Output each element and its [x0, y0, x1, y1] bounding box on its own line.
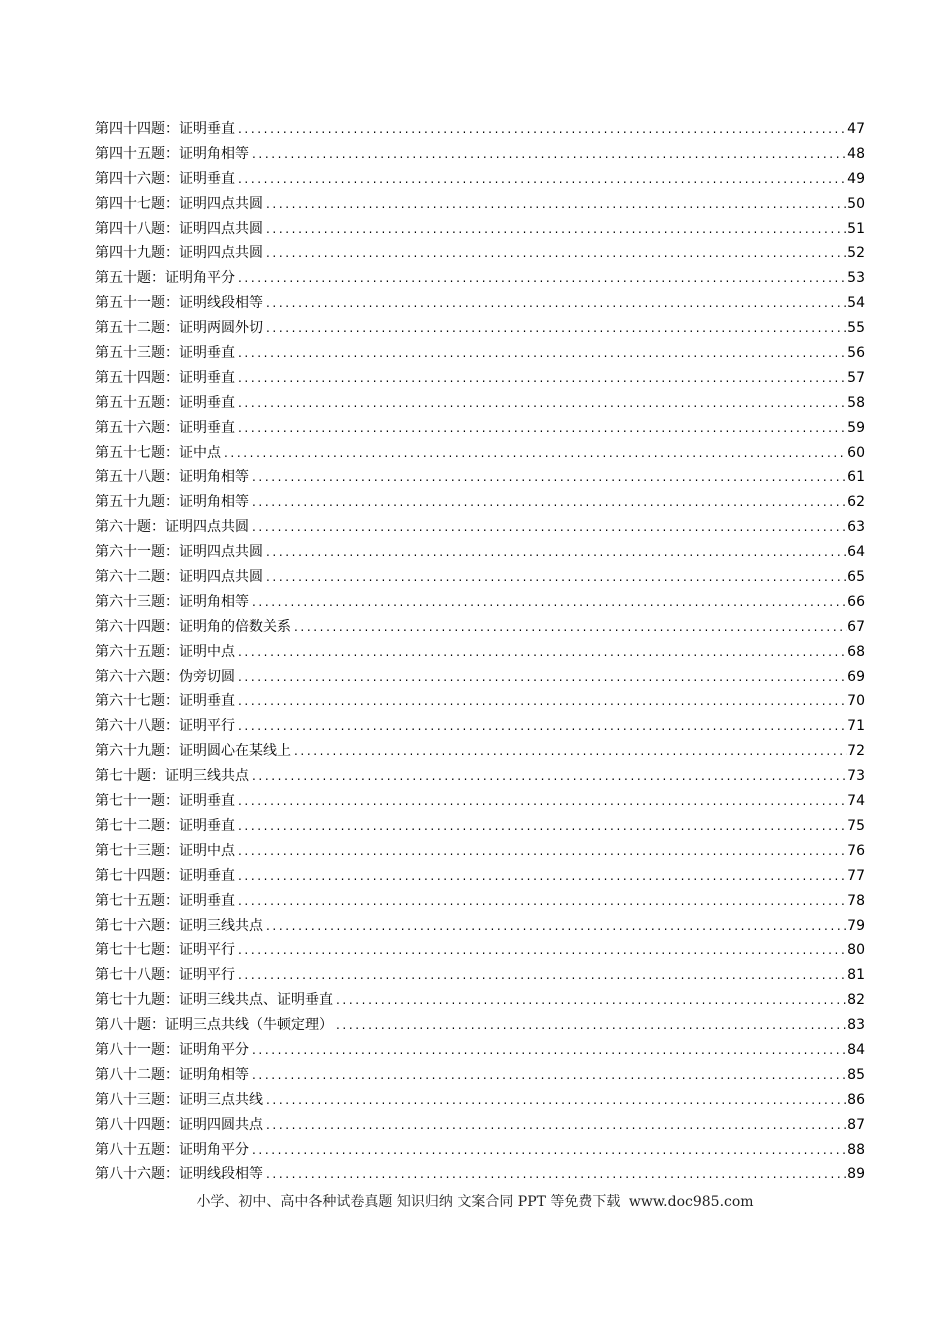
toc-entry-separator: ：: [165, 668, 179, 685]
toc-leader-dots: [291, 615, 847, 640]
toc-entry-number: 第八十六题: [95, 1166, 165, 1183]
toc-entry-number: 第六十六题: [95, 668, 165, 685]
toc-entry-page-number: 74: [847, 793, 865, 810]
toc-entry[interactable]: [95, 1063, 865, 1088]
toc-entry-number: 第六十七题: [95, 693, 165, 710]
toc-entry-title: 证明垂直: [179, 793, 235, 810]
toc-entry-page-number: 50: [847, 195, 865, 212]
toc-entry-title: 证明四圆共点: [179, 1116, 263, 1133]
toc-entry[interactable]: [95, 1138, 865, 1163]
toc-entry-title: 证明垂直: [179, 867, 235, 884]
toc-entry-title: 证明平行: [179, 967, 235, 984]
toc-entry-page-number: 80: [847, 942, 865, 959]
toc-entry-separator: ：: [165, 867, 179, 884]
toc-entry-title: 证明圆心在某线上: [179, 743, 291, 760]
toc-leader-dots: [263, 217, 847, 242]
toc-leader-dots: [263, 1088, 847, 1113]
toc-entry-separator: ：: [165, 1141, 179, 1158]
toc-entry-title: 证明角相等: [179, 1066, 249, 1083]
toc-entry[interactable]: [95, 739, 865, 764]
toc-entry-page-number: 85: [847, 1066, 865, 1083]
toc-entry-separator: ：: [165, 1116, 179, 1133]
toc-entry-separator: ：: [165, 892, 179, 909]
toc-leader-dots: [263, 540, 847, 565]
toc-leader-dots: [263, 914, 847, 939]
toc-leader-dots: [263, 1113, 847, 1138]
toc-entry[interactable]: [95, 266, 865, 291]
toc-entry[interactable]: [95, 590, 865, 615]
toc-entry-separator: ：: [165, 842, 179, 859]
toc-entry-number: 第六十一题: [95, 544, 165, 561]
toc-entry-title: 证明角相等: [179, 593, 249, 610]
toc-entry[interactable]: [95, 789, 865, 814]
toc-entry-number: 第六十四题: [95, 618, 165, 635]
toc-entry-title: 证明四点共圆: [179, 245, 263, 262]
toc-leader-dots: [235, 889, 847, 914]
toc-entry-separator: ：: [165, 121, 179, 137]
toc-leader-dots: [249, 515, 847, 540]
toc-entry-separator: ：: [165, 1041, 179, 1058]
toc-entry-separator: ：: [165, 444, 179, 461]
toc-leader-dots: [235, 665, 847, 690]
toc-entry-number: 第五十二题: [95, 320, 165, 337]
toc-entry[interactable]: [95, 615, 865, 640]
toc-entry-page-number: 60: [847, 444, 865, 461]
toc-entry-separator: ：: [165, 593, 179, 610]
toc-entry-title: 证明三线共点: [165, 768, 249, 785]
toc-leader-dots: [249, 1038, 847, 1063]
toc-entry-number: 第八十五题: [95, 1141, 165, 1158]
toc-entry[interactable]: [95, 914, 865, 939]
toc-entry-separator: ：: [165, 1066, 179, 1083]
toc-entry[interactable]: [95, 117, 865, 142]
page-footer: [0, 1191, 950, 1211]
toc-entry-title: 证明垂直: [179, 345, 235, 362]
toc-entry-number: 第八十一题: [95, 1041, 165, 1058]
toc-entry[interactable]: [95, 515, 865, 540]
toc-entry-page-number: 64: [847, 544, 865, 561]
toc-entry-number: 第七十五题: [95, 892, 165, 909]
toc-entry-title: 证明垂直: [179, 817, 235, 834]
toc-entry-separator: ：: [165, 817, 179, 834]
toc-entry-separator: ：: [165, 394, 179, 411]
toc-entry-title: 证明中点: [179, 842, 235, 859]
toc-entry[interactable]: [95, 963, 865, 988]
toc-leader-dots: [235, 391, 847, 416]
toc-leader-dots: [249, 465, 847, 490]
toc-leader-dots: [263, 1162, 847, 1187]
toc-entry-separator: ：: [165, 793, 179, 810]
toc-entry[interactable]: [95, 1038, 865, 1063]
table-of-contents: [95, 117, 865, 1187]
toc-entry-separator: ：: [165, 1166, 179, 1183]
toc-entry[interactable]: [95, 416, 865, 441]
toc-entry[interactable]: [95, 192, 865, 217]
toc-entry-separator: ：: [151, 768, 165, 785]
toc-entry-page-number: 89: [847, 1166, 865, 1183]
toc-entry[interactable]: [95, 241, 865, 266]
toc-entry-page-number: 73: [847, 768, 865, 785]
toc-entry-title: 证明角平分: [179, 1041, 249, 1058]
toc-entry-number: 第六十题: [95, 519, 151, 536]
toc-entry-number: 第四十四题: [95, 121, 165, 137]
toc-entry-page-number: 76: [847, 842, 865, 859]
toc-entry[interactable]: [95, 341, 865, 366]
toc-entry-page-number: 75: [847, 817, 865, 834]
toc-entry-number: 第八十二题: [95, 1066, 165, 1083]
toc-leader-dots: [333, 1013, 847, 1038]
toc-entry-number: 第四十九题: [95, 245, 165, 262]
toc-leader-dots: [249, 142, 847, 167]
toc-entry-number: 第七十二题: [95, 817, 165, 834]
toc-entry-page-number: 84: [847, 1041, 865, 1058]
toc-entry-number: 第五十五题: [95, 394, 165, 411]
toc-leader-dots: [249, 1063, 847, 1088]
toc-leader-dots: [235, 864, 847, 889]
toc-leader-dots: [263, 192, 847, 217]
toc-leader-dots: [235, 938, 847, 963]
toc-entry-separator: ：: [165, 743, 179, 760]
toc-entry-page-number: 63: [847, 519, 865, 536]
toc-entry-number: 第六十九题: [95, 743, 165, 760]
toc-entry[interactable]: [95, 814, 865, 839]
toc-entry-page-number: 86: [847, 1091, 865, 1108]
toc-entry-page-number: 68: [847, 643, 865, 660]
toc-leader-dots: [235, 366, 847, 391]
toc-entry[interactable]: [95, 291, 865, 316]
toc-leader-dots: [291, 739, 847, 764]
toc-entry-page-number: 67: [847, 618, 865, 635]
footer-text: 小学、初中、高中各种试卷真题 知识归纳 文案合同 PPT 等免费下载: [196, 1194, 621, 1210]
toc-entry-number: 第六十二题: [95, 569, 165, 586]
toc-entry-separator: ：: [165, 345, 179, 362]
toc-entry[interactable]: [95, 142, 865, 167]
toc-entry-title: 证明四点共圆: [179, 544, 263, 561]
toc-entry-separator: ：: [165, 643, 179, 660]
toc-entry-page-number: 47: [847, 121, 865, 137]
toc-entry-title: 证明角相等: [179, 469, 249, 486]
toc-entry-separator: ：: [165, 693, 179, 710]
toc-entry-number: 第六十三题: [95, 593, 165, 610]
toc-entry-separator: ：: [165, 917, 179, 934]
toc-entry-title: 证明平行: [179, 718, 235, 735]
toc-leader-dots: [263, 241, 847, 266]
toc-entry-title: 证明垂直: [179, 419, 235, 436]
toc-entry-page-number: 66: [847, 593, 865, 610]
toc-entry-title: 证明四点共圆: [179, 569, 263, 586]
toc-entry-page-number: 72: [847, 743, 865, 760]
toc-entry[interactable]: [95, 714, 865, 739]
toc-entry-number: 第八十三题: [95, 1091, 165, 1108]
toc-entry-number: 第五十六题: [95, 419, 165, 436]
toc-entry-separator: ：: [165, 544, 179, 561]
toc-leader-dots: [263, 316, 847, 341]
toc-entry-page-number: 81: [847, 967, 865, 984]
toc-entry-number: 第八十四题: [95, 1116, 165, 1133]
toc-entry-page-number: 52: [847, 245, 865, 262]
toc-entry-separator: ：: [165, 942, 179, 959]
toc-entry-title: 证明三线共点: [179, 917, 263, 934]
toc-entry-page-number: 70: [847, 693, 865, 710]
toc-entry-page-number: 48: [847, 145, 865, 162]
toc-entry-separator: ：: [165, 220, 179, 237]
toc-entry[interactable]: [95, 665, 865, 690]
toc-entry-number: 第七十七题: [95, 942, 165, 959]
toc-leader-dots: [263, 291, 847, 316]
toc-entry-number: 第四十七题: [95, 195, 165, 212]
toc-entry-title: 证明两圆外切: [179, 320, 263, 337]
toc-entry-page-number: 88: [847, 1141, 865, 1158]
toc-entry-page-number: 57: [847, 369, 865, 386]
toc-entry-page-number: 87: [847, 1116, 865, 1133]
toc-entry[interactable]: [95, 441, 865, 466]
toc-entry-title: 证中点: [179, 444, 221, 461]
toc-entry-title: 证明角平分: [179, 1141, 249, 1158]
toc-entry-number: 第七十九题: [95, 992, 165, 1009]
toc-entry[interactable]: [95, 689, 865, 714]
toc-entry-page-number: 54: [847, 295, 865, 312]
toc-entry-page-number: 59: [847, 419, 865, 436]
toc-entry-page-number: 82: [847, 992, 865, 1009]
toc-entry-separator: ：: [165, 369, 179, 386]
toc-entry-title: 伪旁切圆: [179, 668, 235, 685]
toc-entry-title: 证明垂直: [179, 121, 235, 137]
toc-entry-title: 证明线段相等: [179, 1166, 263, 1183]
toc-entry[interactable]: [95, 366, 865, 391]
toc-entry-title: 证明三点共线（牛顿定理）: [165, 1017, 333, 1034]
toc-leader-dots: [235, 814, 847, 839]
toc-entry-title: 证明三点共线: [179, 1091, 263, 1108]
toc-entry-page-number: 69: [847, 668, 865, 685]
toc-entry[interactable]: [95, 640, 865, 665]
toc-entry-title: 证明角平分: [165, 270, 235, 287]
toc-entry-number: 第五十三题: [95, 345, 165, 362]
toc-entry-number: 第五十四题: [95, 369, 165, 386]
toc-entry-title: 证明三线共点、证明垂直: [179, 992, 333, 1009]
toc-entry[interactable]: [95, 839, 865, 864]
toc-entry-separator: ：: [151, 519, 165, 536]
toc-entry[interactable]: [95, 889, 865, 914]
toc-entry[interactable]: [95, 1088, 865, 1113]
toc-leader-dots: [235, 839, 847, 864]
toc-entry-title: 证明角相等: [179, 145, 249, 162]
toc-entry-page-number: 55: [847, 320, 865, 337]
toc-leader-dots: [235, 789, 847, 814]
toc-entry-separator: ：: [151, 1017, 165, 1034]
footer-url[interactable]: www.doc985.com: [628, 1194, 754, 1210]
toc-entry[interactable]: [95, 490, 865, 515]
toc-entry-title: 证明四点共圆: [165, 519, 249, 536]
toc-entry-separator: ：: [165, 419, 179, 436]
toc-entry-page-number: 53: [847, 270, 865, 287]
toc-entry-page-number: 79: [847, 917, 865, 934]
toc-entry[interactable]: [95, 988, 865, 1013]
toc-entry-separator: ：: [165, 145, 179, 162]
toc-leader-dots: [235, 689, 847, 714]
toc-entry[interactable]: [95, 864, 865, 889]
toc-entry-separator: ：: [165, 1091, 179, 1108]
toc-entry-number: 第七十三题: [95, 842, 165, 859]
toc-entry[interactable]: [95, 391, 865, 416]
toc-leader-dots: [221, 441, 847, 466]
toc-leader-dots: [235, 963, 847, 988]
toc-entry-separator: ：: [165, 618, 179, 635]
toc-entry[interactable]: [95, 764, 865, 789]
toc-entry[interactable]: [95, 938, 865, 963]
toc-leader-dots: [235, 266, 847, 291]
toc-leader-dots: [333, 988, 847, 1013]
toc-entry-number: 第五十七题: [95, 444, 165, 461]
toc-entry-page-number: 83: [847, 1017, 865, 1034]
toc-entry-number: 第七十一题: [95, 793, 165, 810]
toc-entry[interactable]: [95, 565, 865, 590]
toc-entry-title: 证明中点: [179, 643, 235, 660]
toc-entry-separator: ：: [165, 469, 179, 486]
toc-entry-title: 证明平行: [179, 942, 235, 959]
toc-entry-page-number: 51: [847, 220, 865, 237]
toc-entry-page-number: 58: [847, 394, 865, 411]
toc-entry-separator: ：: [165, 494, 179, 511]
toc-entry-page-number: 56: [847, 345, 865, 362]
toc-entry-title: 证明垂直: [179, 693, 235, 710]
toc-entry-number: 第七十六题: [95, 917, 165, 934]
toc-entry[interactable]: [95, 1013, 865, 1038]
toc-entry-number: 第四十八题: [95, 220, 165, 237]
toc-leader-dots: [249, 1138, 847, 1163]
toc-leader-dots: [235, 341, 847, 366]
toc-entry[interactable]: [95, 167, 865, 192]
toc-entry-title: 证明四点共圆: [179, 220, 263, 237]
toc-entry-number: 第四十六题: [95, 170, 165, 187]
toc-entry-separator: ：: [165, 992, 179, 1009]
toc-entry-separator: ：: [165, 967, 179, 984]
toc-entry-title: 证明垂直: [179, 892, 235, 909]
toc-leader-dots: [263, 565, 847, 590]
toc-entry-title: 证明四点共圆: [179, 195, 263, 212]
toc-entry-title: 证明角相等: [179, 494, 249, 511]
toc-entry-page-number: 61: [847, 469, 865, 486]
toc-entry-separator: ：: [165, 195, 179, 212]
toc-entry[interactable]: [95, 465, 865, 490]
toc-entry-page-number: 62: [847, 494, 865, 511]
toc-leader-dots: [235, 640, 847, 665]
toc-entry[interactable]: [95, 316, 865, 341]
toc-leader-dots: [235, 167, 847, 192]
toc-leader-dots: [235, 714, 847, 739]
toc-entry[interactable]: [95, 1113, 865, 1138]
toc-entry-page-number: 65: [847, 569, 865, 586]
toc-entry-number: 第五十题: [95, 270, 151, 287]
toc-leader-dots: [249, 590, 847, 615]
toc-entry-title: 证明垂直: [179, 170, 235, 187]
toc-entry[interactable]: [95, 540, 865, 565]
toc-entry-number: 第六十五题: [95, 643, 165, 660]
toc-entry-page-number: 71: [847, 718, 865, 735]
toc-entry-number: 第五十八题: [95, 469, 165, 486]
toc-entry-number: 第六十八题: [95, 718, 165, 735]
toc-entry[interactable]: [95, 1162, 865, 1187]
toc-entry-page-number: 78: [847, 892, 865, 909]
toc-entry-separator: ：: [165, 245, 179, 262]
toc-leader-dots: [235, 117, 847, 142]
toc-entry-number: 第五十九题: [95, 494, 165, 511]
toc-entry-title: 证明角的倍数关系: [179, 618, 291, 635]
toc-leader-dots: [249, 764, 847, 789]
toc-entry-number: 第四十五题: [95, 145, 165, 162]
toc-entry-number: 第七十题: [95, 768, 151, 785]
toc-entry-title: 证明线段相等: [179, 295, 263, 312]
toc-entry-title: 证明垂直: [179, 369, 235, 386]
toc-entry-page-number: 77: [847, 867, 865, 884]
toc-entry-title: 证明垂直: [179, 394, 235, 411]
toc-entry[interactable]: [95, 217, 865, 242]
toc-entry-separator: ：: [165, 170, 179, 187]
toc-entry-number: 第八十题: [95, 1017, 151, 1034]
toc-entry-separator: ：: [165, 718, 179, 735]
toc-entry-number: 第七十八题: [95, 967, 165, 984]
toc-leader-dots: [235, 416, 847, 441]
toc-entry-number: 第五十一题: [95, 295, 165, 312]
toc-entry-separator: ：: [165, 569, 179, 586]
toc-entry-separator: ：: [165, 320, 179, 337]
toc-entry-page-number: 49: [847, 170, 865, 187]
toc-leader-dots: [249, 490, 847, 515]
toc-entry-separator: ：: [151, 270, 165, 287]
toc-entry-number: 第七十四题: [95, 867, 165, 884]
toc-entry-separator: ：: [165, 295, 179, 312]
